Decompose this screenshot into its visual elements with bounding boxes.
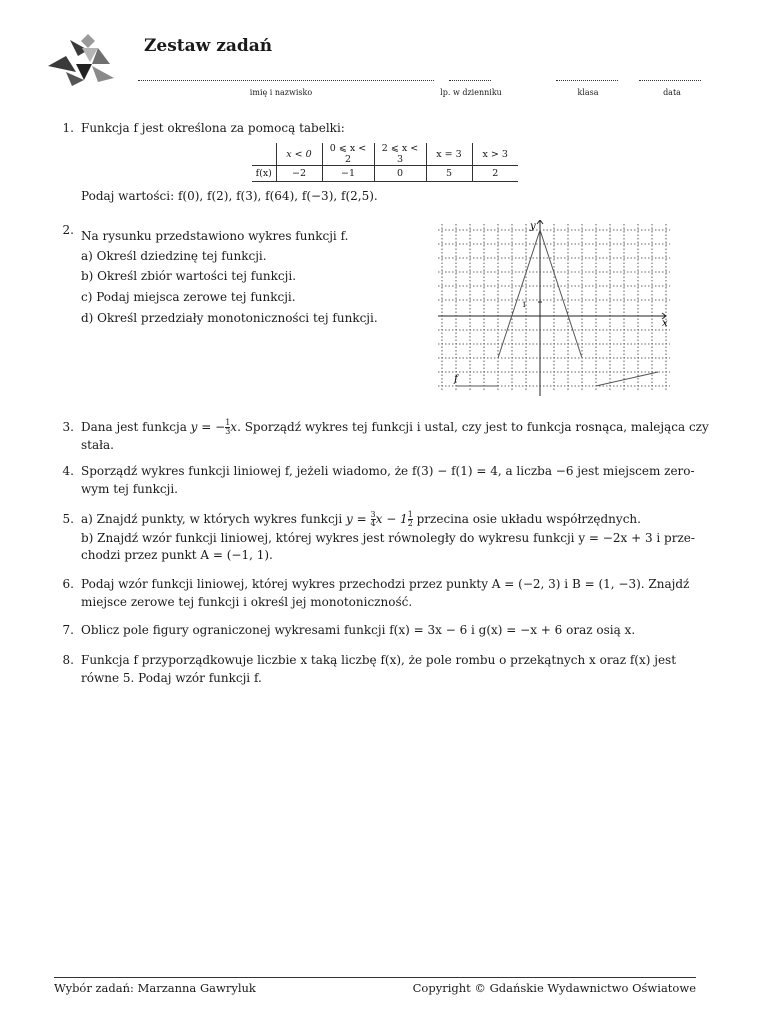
task-line: Oblicz pole figury ograniczonej wykresami funkcji f(x) = 3x − 6 i g(x) = −x + 6 oraz osią x. <box>81 623 636 637</box>
task-2 <box>60 222 420 332</box>
task-item: a) Określ dziedzinę tej funkcji. <box>81 249 267 263</box>
table-header-cell: x = 3 <box>426 143 472 166</box>
task-number: 2. <box>62 223 74 237</box>
task-number: 7. <box>62 623 74 637</box>
task-line: chodzi przez punkt A = (−1, 1). <box>81 548 273 562</box>
footer-divider <box>54 977 696 978</box>
table-cell: −2 <box>276 166 322 182</box>
task-number: 1. <box>62 121 74 135</box>
task-line: a) Znajdź punkty, w których wykres funkcji y = $\frac{3}{4}$ x − 1 $\frac{1}{2}$ przecina osie układu współrzędnych. <box>81 510 641 528</box>
date-label: data <box>663 88 681 97</box>
task-3 <box>60 418 709 455</box>
task-6 <box>60 576 700 612</box>
task-line: stała. <box>81 438 114 452</box>
footer-copyright: Copyright © Gdańskie Wydawnictwo Oświatowe <box>412 981 696 995</box>
footer-credits: Wybór zadań: Marzanna Gawryluk <box>54 981 256 995</box>
task-number: 8. <box>62 653 74 667</box>
task-item: d) Określ przedziały monotoniczności tej funkcji. <box>81 311 378 325</box>
task-text: Funkcja f jest określona za pomocą tabelki: <box>81 121 345 135</box>
class-label: klasa <box>577 88 599 97</box>
journal-number-field-line[interactable] <box>449 77 491 81</box>
name-label: imię i nazwisko <box>249 88 313 97</box>
class-field-line[interactable] <box>556 77 618 81</box>
task-number: 5. <box>62 512 74 526</box>
graph-f-label: f <box>454 374 458 385</box>
y-axis-label: y <box>530 221 536 232</box>
task-item: c) Podaj miejsca zerowe tej funkcji. <box>81 290 296 304</box>
table-header-cell: x > 3 <box>472 143 518 166</box>
task-intro: Na rysunku przedstawiono wykres funkcji f. <box>81 229 349 243</box>
task-8 <box>60 652 700 688</box>
fraction: $\frac{1}{3}$ <box>225 418 231 436</box>
task-line: Funkcja f przyporządkowuje liczbie x taką liczbę f(x), że pole rombu o przekątnych x oraz f(x) jest <box>81 653 677 667</box>
task-line: wym tej funkcji. <box>81 482 178 496</box>
function-graph <box>436 220 672 396</box>
task-5 <box>60 511 700 565</box>
table-cell: 0 <box>374 166 426 182</box>
table-cell: −1 <box>322 166 374 182</box>
task-item: b) Określ zbiór wartości tej funkcji. <box>81 269 297 283</box>
task-line: Dana jest funkcja y = − $\frac{1}{3}$ x. Sporządź wykres tej funkcji i ustal, czy jest to funkcja rosnąca, malejąca czy <box>81 418 709 436</box>
x-axis-label: x <box>662 318 668 329</box>
task-line: Sporządź wykres funkcji liniowej f, jeżeli wiadomo, że f(3) − f(1) = 4, a liczba −6 jest miejscem zero- <box>81 464 695 478</box>
task-number: 3. <box>62 420 74 434</box>
task-number: 6. <box>62 577 74 591</box>
task-line: b) Znajdź wzór funkcji liniowej, której wykres jest równoległy do wykresu funkcji y = −2x + 3 i prze- <box>81 531 695 545</box>
table-header-cell: 0 ⩽ x < 2 <box>322 143 374 166</box>
task-7 <box>60 622 700 640</box>
table-row-label: f(x) <box>252 166 276 182</box>
task-4 <box>60 463 700 499</box>
page-title: Zestaw zadań <box>144 36 273 56</box>
task-number: 4. <box>62 464 74 478</box>
function-table <box>252 143 518 182</box>
task-line: równe 5. Podaj wzór funkcji f. <box>81 671 262 685</box>
task-line: miejsce zerowe tej funkcji i określ jej monotoniczność. <box>81 595 413 609</box>
table-cell: 5 <box>426 166 472 182</box>
table-header-cell: 2 ⩽ x < 3 <box>374 143 426 166</box>
journal-number-label: lp. w dzienniku <box>440 88 502 97</box>
table-cell: 2 <box>472 166 518 182</box>
task-question: Podaj wartości: f(0), f(2), f(3), f(64), f(−3), f(2,5). <box>81 189 378 203</box>
name-field-line[interactable] <box>138 77 434 81</box>
date-field-line[interactable] <box>639 77 701 81</box>
tick-label: 1 <box>522 301 527 309</box>
table-header-cell: x < 0 <box>276 143 322 166</box>
fraction: $\frac{3}{4}$ <box>370 510 376 528</box>
publisher-logo <box>48 34 114 88</box>
task-line: Podaj wzór funkcji liniowej, której wykres przechodzi przez punkty A = (−2, 3) i B = (1, −3). Znajdź <box>81 577 690 591</box>
fraction: $\frac{1}{2}$ <box>407 510 413 528</box>
table-header-cell <box>252 143 276 166</box>
